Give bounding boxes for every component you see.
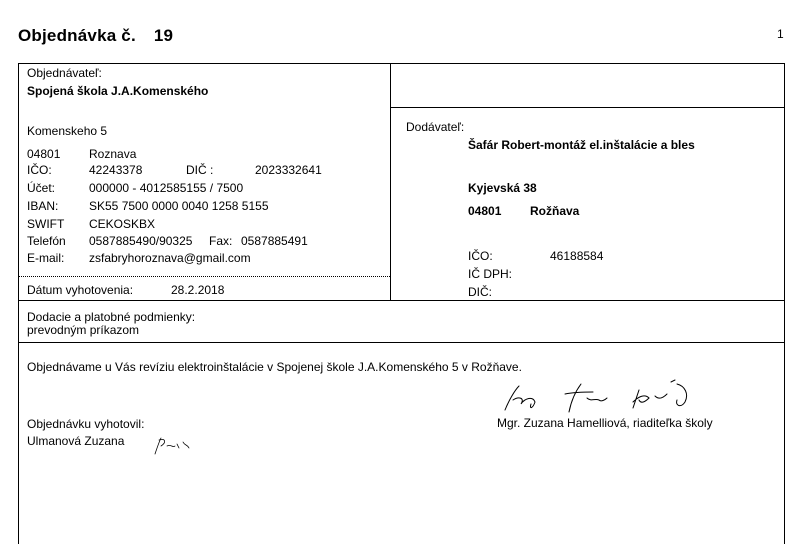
divider [390,107,784,108]
supplier-street: Kyjevská 38 [468,181,537,195]
supplier-label: Dodávateľ: [406,120,465,134]
divider [390,107,391,300]
orderer-name: Spojená škola J.A.Komenského [27,84,209,98]
orderer-iban-label: IBAN: [27,199,59,213]
orderer-zip: 04801 [27,147,61,161]
orderer-dic-label: DIČ : [186,163,214,177]
order-text: Objednávame u Vás revíziu elektroinštalácie v Spojenej škole J.A.Komenského 5 v Rožňave. [27,360,522,374]
supplier-icdph-label: IČ DPH: [468,267,513,281]
supplier-dic-label: DIČ: [468,285,492,299]
orderer-iban: SK55 7500 0000 0040 1258 5155 [89,199,269,213]
issuer-signature [149,432,197,458]
date-label: Dátum vyhotovenia: [27,283,134,297]
orderer-ucet-label: Účet: [27,181,56,195]
principal-name: Mgr. Zuzana Hamelliová, riaditeľka školy [497,416,713,430]
supplier-name: Šafár Robert-montáž el.inštalácie a bles [468,138,695,152]
orderer-phone: 0587885490/90325 [89,234,193,248]
terms-label: Dodacie a platobné podmienky: [27,310,196,324]
principal-signature [489,376,709,418]
orderer-email: zsfabryhoroznava@gmail.com [89,251,251,265]
orderer-street: Komenskeho 5 [27,124,108,138]
orderer-city: Roznava [89,147,137,161]
orderer-dic: 2023332641 [255,163,322,177]
order-title [18,26,173,46]
supplier-ico-label: IČO: [468,249,493,263]
orderer-ico: 42243378 [89,163,143,177]
orderer-swift: CEKOSKBX [89,217,156,231]
orderer-email-label: E-mail: [27,251,65,265]
supplier-zip: 04801 [468,204,502,218]
orderer-label: Objednávateľ: [27,66,102,80]
divider [19,300,784,301]
issued-label: Objednávku vyhotovil: [27,417,145,431]
issued-by: Ulmanová Zuzana [27,434,125,448]
supplier-city: Rožňava [530,204,580,218]
divider [19,342,784,343]
order-number: 19 [153,26,174,45]
date-value: 28.2.2018 [171,283,225,297]
terms-value: prevodným príkazom [27,323,140,337]
orderer-ico-label: IČO: [27,163,52,177]
divider [19,276,390,278]
supplier-ico: 46188584 [550,249,604,263]
orderer-swift-label: SWIFT [27,217,65,231]
orderer-fax-label: Fax: [209,234,233,248]
orderer-ucet: 000000 - 4012585155 / 7500 [89,181,244,195]
order-form [18,63,785,544]
order-title-label: Objednávka č. [18,26,136,45]
page-number: 1 [777,27,784,41]
orderer-fax: 0587885491 [241,234,308,248]
divider [390,64,391,107]
orderer-phone-label: Telefón [27,234,66,248]
